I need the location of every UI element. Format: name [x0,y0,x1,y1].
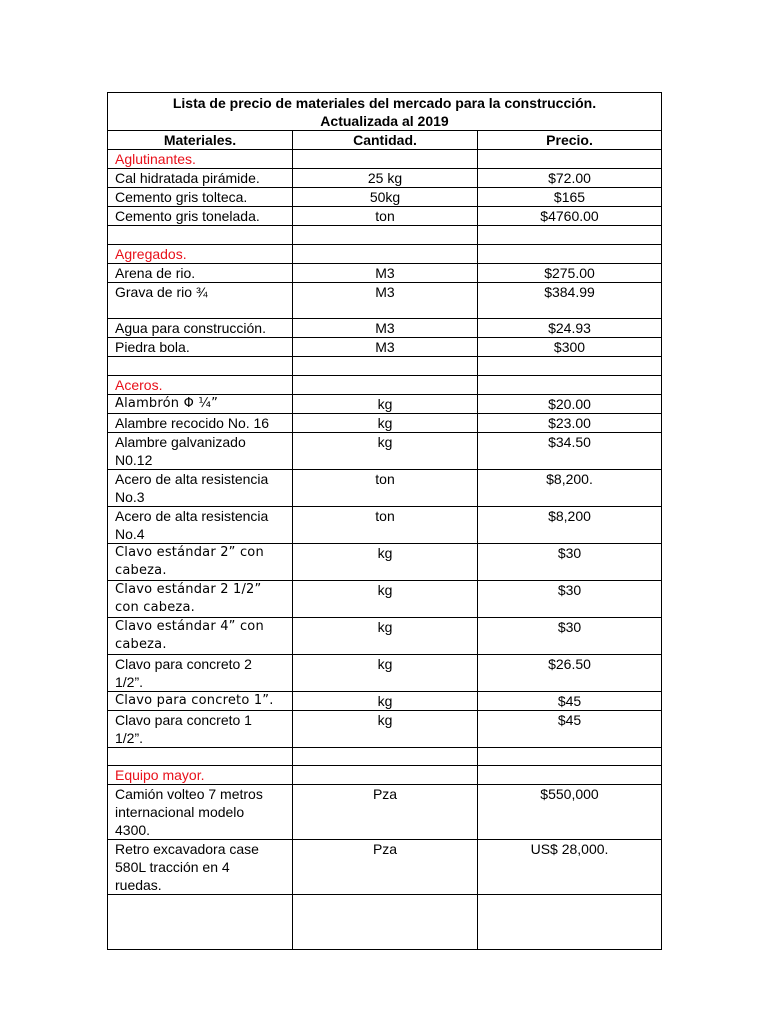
empty-cell [478,150,662,169]
material-line: Clavo para concreto 2 [115,656,252,672]
quantity-cell: 25 kg [293,169,478,188]
material-cell [108,188,293,207]
table-row [108,507,662,544]
empty-cell [478,376,662,395]
table-row [108,207,662,226]
material-line: 1/2”. [115,674,144,690]
material-line: cabeza. [115,637,167,652]
table-row [108,433,662,470]
material-line: Clavo estándar 2 1/2” [115,582,262,597]
price-cell: $165 [478,188,662,207]
material-line: Grava de rio ¾ [115,284,208,300]
price-cell: $8,200 [478,507,662,544]
section-label: Aceros. [108,376,293,395]
material-line: 4300. [115,822,151,838]
table-row [108,414,662,433]
empty-cell [478,226,662,245]
material-cell [108,544,293,581]
section-row [108,245,662,264]
table-row [108,283,662,319]
price-cell: $275.00 [478,264,662,283]
material-line: 580L tracción en 4 [115,859,230,875]
table-row [108,319,662,338]
table-row [108,395,662,414]
empty-cell [293,376,478,395]
price-cell: $30 [478,581,662,618]
material-line: Piedra bola. [115,339,190,355]
material-line: Acero de alta resistencia [115,471,269,487]
material-line: Alambrón Φ ¼” [115,396,219,411]
title-line-2: Actualizada al 2019 [320,113,449,129]
price-cell: $45 [478,711,662,748]
empty-cell [293,150,478,169]
price-cell: $24.93 [478,319,662,338]
section-label: Equipo mayor. [108,766,293,785]
material-cell [108,264,293,283]
material-line: N0.12 [115,452,153,468]
empty-cell [293,748,478,766]
material-cell [108,655,293,692]
quantity-cell: kg [293,711,478,748]
price-cell: $550,000 [478,785,662,840]
table-row [108,655,662,692]
material-cell [108,507,293,544]
material-cell [108,169,293,188]
quantity-cell: kg [293,414,478,433]
header-precio: Precio. [478,131,662,150]
material-cell [108,711,293,748]
price-cell: US$ 28,000. [478,840,662,895]
section-row [108,376,662,395]
table-row [108,264,662,283]
table-row [108,338,662,357]
material-cell [108,581,293,618]
section-row [108,766,662,785]
price-cell: $26.50 [478,655,662,692]
material-line: 1/2”. [115,730,144,746]
material-line: Clavo estándar 4” con [115,619,264,634]
table-row [108,618,662,655]
material-cell [108,414,293,433]
blank-row [108,357,662,376]
price-cell: $23.00 [478,414,662,433]
quantity-cell: kg [293,655,478,692]
quantity-cell: kg [293,395,478,414]
blank-row [108,748,662,766]
material-line: Alambre recocido No. 16 [115,415,270,431]
material-line: Alambre galvanizado [115,434,246,450]
material-line: Agua para construcción. [115,320,266,336]
table-row [108,785,662,840]
price-cell: $34.50 [478,433,662,470]
material-line: Clavo para concreto 1”. [115,693,274,708]
blank-row [108,895,662,950]
empty-cell [293,895,478,950]
empty-cell [293,357,478,376]
quantity-cell: M3 [293,319,478,338]
quantity-cell: ton [293,470,478,507]
material-line: internacional modelo [115,804,245,820]
quantity-cell: M3 [293,264,478,283]
quantity-cell: kg [293,581,478,618]
empty-cell [478,748,662,766]
material-line: cabeza. [115,563,167,578]
table-row [108,692,662,711]
empty-cell [293,245,478,264]
table-row [108,544,662,581]
blank-row [108,226,662,245]
table-row [108,188,662,207]
material-cell [108,470,293,507]
empty-cell [108,357,293,376]
price-cell: $384.99 [478,283,662,319]
price-cell: $8,200. [478,470,662,507]
material-line: Retro excavadora case [115,841,259,857]
empty-cell [108,895,293,950]
material-line: ruedas. [115,877,162,893]
material-cell [108,840,293,895]
header-materiales: Materiales. [108,131,293,150]
table-title [108,93,662,131]
empty-cell [478,766,662,785]
price-cell: $72.00 [478,169,662,188]
material-cell [108,338,293,357]
material-line: Cemento gris tonelada. [115,208,260,224]
quantity-cell: kg [293,433,478,470]
price-cell: $45 [478,692,662,711]
table-row [108,470,662,507]
empty-cell [478,245,662,264]
table-row [108,581,662,618]
table-row [108,169,662,188]
empty-cell [293,766,478,785]
quantity-cell: Pza [293,785,478,840]
material-cell [108,283,293,319]
material-line: Cemento gris tolteca. [115,189,248,205]
title-line-1: Lista de precio de materiales del mercado para la construcción. [172,95,597,111]
material-cell [108,618,293,655]
material-line: Cal hidratada pirámide. [115,170,260,186]
empty-cell [293,226,478,245]
quantity-cell: ton [293,207,478,226]
quantity-cell: ton [293,507,478,544]
header-row [108,131,662,150]
material-cell [108,433,293,470]
title-row [108,93,662,131]
material-line: Clavo para concreto 1 [115,712,252,728]
material-line: Camión volteo 7 metros [115,786,263,802]
section-label: Aglutinantes. [108,150,293,169]
material-line: Arena de rio. [115,265,196,281]
material-line: Acero de alta resistencia [115,508,269,524]
quantity-cell: kg [293,692,478,711]
material-line: con cabeza. [115,600,195,615]
price-cell: $4760.00 [478,207,662,226]
material-cell [108,395,293,414]
price-cell: $300 [478,338,662,357]
price-cell: $30 [478,544,662,581]
quantity-cell: M3 [293,338,478,357]
price-cell: $20.00 [478,395,662,414]
table-row [108,711,662,748]
material-cell [108,785,293,840]
empty-cell [478,895,662,950]
quantity-cell: kg [293,544,478,581]
material-line: No.3 [115,489,145,505]
quantity-cell: kg [293,618,478,655]
section-row [108,150,662,169]
empty-cell [478,357,662,376]
quantity-cell: Pza [293,840,478,895]
quantity-cell: M3 [293,283,478,319]
empty-cell [108,226,293,245]
header-cantidad: Cantidad. [293,131,478,150]
material-cell [108,319,293,338]
material-cell [108,207,293,226]
price-table [107,92,662,950]
material-cell [108,692,293,711]
empty-cell [108,748,293,766]
price-cell: $30 [478,618,662,655]
table-row [108,840,662,895]
material-line: No.4 [115,526,145,542]
section-label: Agregados. [108,245,293,264]
material-line: Clavo estándar 2” con [115,545,264,560]
quantity-cell: 50kg [293,188,478,207]
